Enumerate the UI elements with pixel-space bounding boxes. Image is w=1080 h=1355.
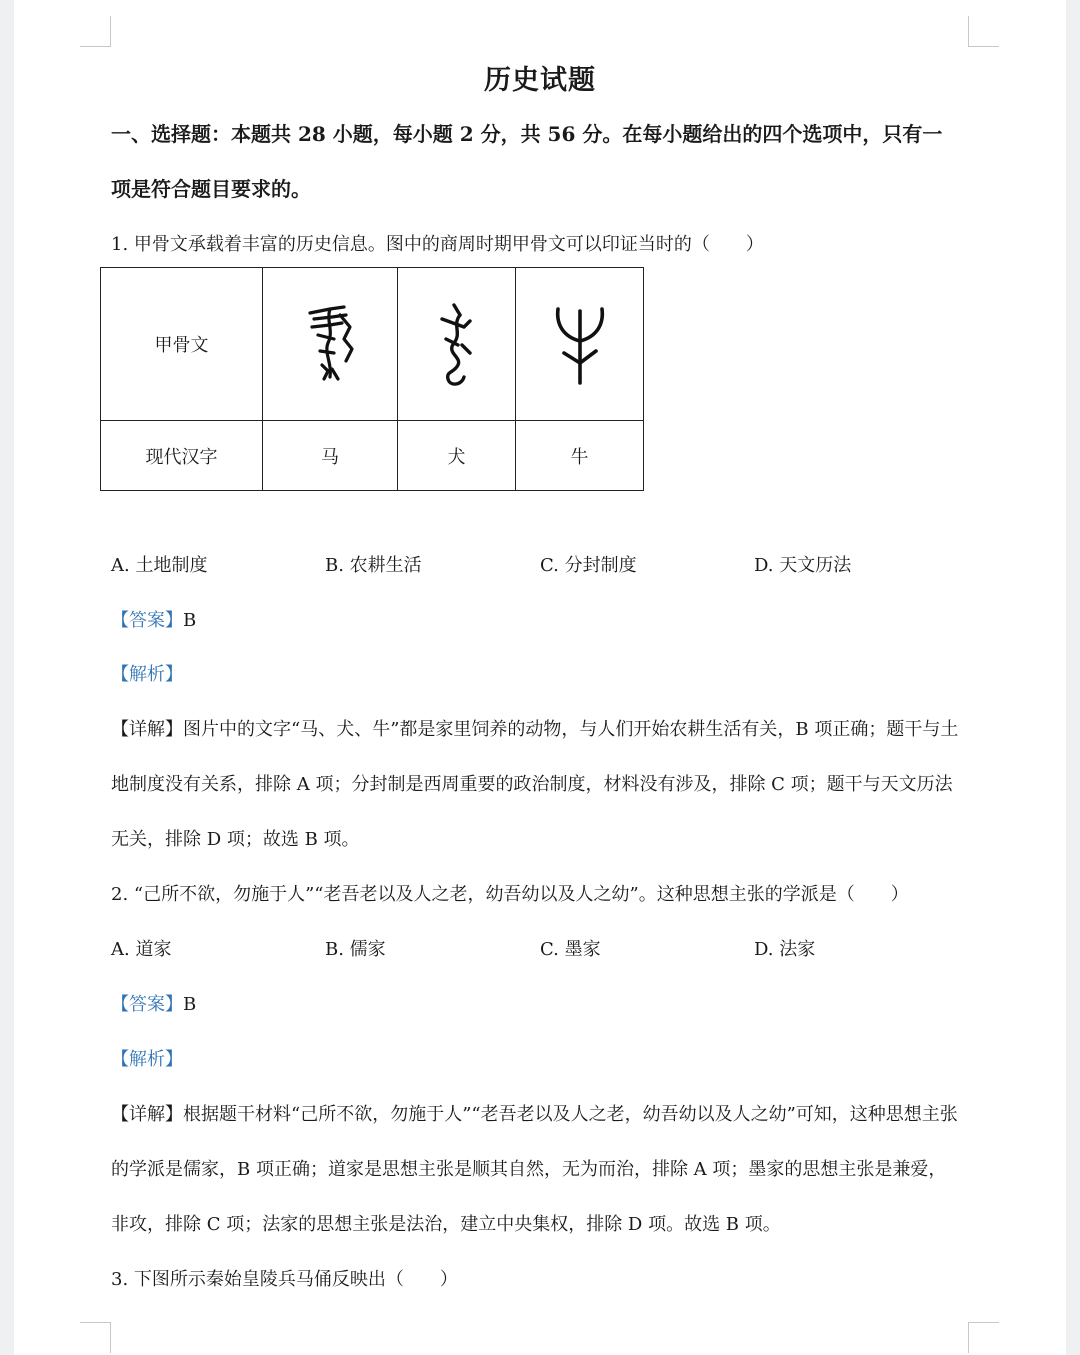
q1-answer-tag: 【答案】 [111, 610, 183, 631]
section-heading-line2: 项是符合题目要求的。 [111, 177, 311, 201]
modern-char-horse: 马 [263, 421, 398, 491]
modern-char-ox: 牛 [516, 421, 644, 491]
modern-char-dog: 犬 [398, 421, 516, 491]
q1-answer-line [111, 606, 196, 632]
q1-option-a: A. 土地制度 [111, 555, 208, 576]
oracle-dog-icon [432, 299, 482, 389]
q2-stem: 2. “己所不欲，勿施于人”“老吾老以及人之老，幼吾幼以及人之幼”。这种思想主张的学派是（ ） [111, 884, 909, 905]
q2-option-a: A. 道家 [111, 939, 172, 960]
oracle-bone-table [100, 267, 644, 491]
crop-mark-bottom-left [80, 1322, 111, 1353]
q1-option-d: D. 天文历法 [754, 555, 852, 576]
oracle-horse-icon [300, 299, 360, 389]
q2-analysis-tag: 【解析】 [111, 1049, 183, 1070]
document-page [14, 0, 1066, 1355]
q1-option-c: C. 分封制度 [540, 555, 637, 576]
q1-detail-line2: 地制度没有关系，排除 A 项；分封制是西周重要的政治制度，材料没有涉及，排除 C 项；题干与天文历法 [111, 774, 953, 795]
q1-stem: 1. 甲骨文承载着丰富的历史信息。图中的商周时期甲骨文可以印证当时的（ ） [111, 234, 764, 255]
q2-option-b: B. 儒家 [325, 939, 386, 960]
table-row-label-oracle: 甲骨文 [101, 268, 263, 421]
crop-mark-top-left [80, 16, 111, 47]
q1-analysis-tag: 【解析】 [111, 664, 183, 685]
q2-answer-line [111, 990, 196, 1016]
page-title: 历史试题 [484, 65, 596, 96]
q2-detail-line1: 【详解】根据题干材料“己所不欲，勿施于人”“老吾老以及人之老，幼吾幼以及人之幼”可知，这种思想主张 [111, 1104, 958, 1125]
q2-option-c: C. 墨家 [540, 939, 601, 960]
q1-detail-line3: 无关，排除 D 项；故选 B 项。 [111, 829, 360, 850]
q2-detail-line2: 的学派是儒家，B 项正确；道家是思想主张是顺其自然，无为而治，排除 A 项；墨家的思想主张是兼爱， [111, 1159, 947, 1180]
q1-option-b: B. 农耕生活 [325, 555, 422, 576]
q1-answer-value: B [183, 610, 197, 631]
crop-mark-top-right [968, 16, 999, 47]
q2-detail-line3: 非攻，排除 C 项；法家的思想主张是法治，建立中央集权，排除 D 项。故选 B 项。 [111, 1214, 781, 1235]
q1-detail-line1: 【详解】图片中的文字“马、犬、牛”都是家里饲养的动物，与人们开始农耕生活有关，B 项正确；题干与土 [111, 719, 959, 740]
q2-answer-value: B [183, 994, 197, 1015]
q2-option-d: D. 法家 [754, 939, 816, 960]
q2-answer-tag: 【答案】 [111, 994, 183, 1015]
section-heading-line1: 一、选择题：本题共 28 小题，每小题 2 分，共 56 分。在每小题给出的四个选项中，只有一 [111, 122, 943, 146]
q3-stem: 3. 下图所示秦始皇陵兵马俑反映出（ ） [111, 1269, 458, 1290]
table-row-label-modern: 现代汉字 [101, 421, 263, 491]
oracle-ox-icon [550, 299, 610, 389]
crop-mark-bottom-right [968, 1322, 999, 1353]
